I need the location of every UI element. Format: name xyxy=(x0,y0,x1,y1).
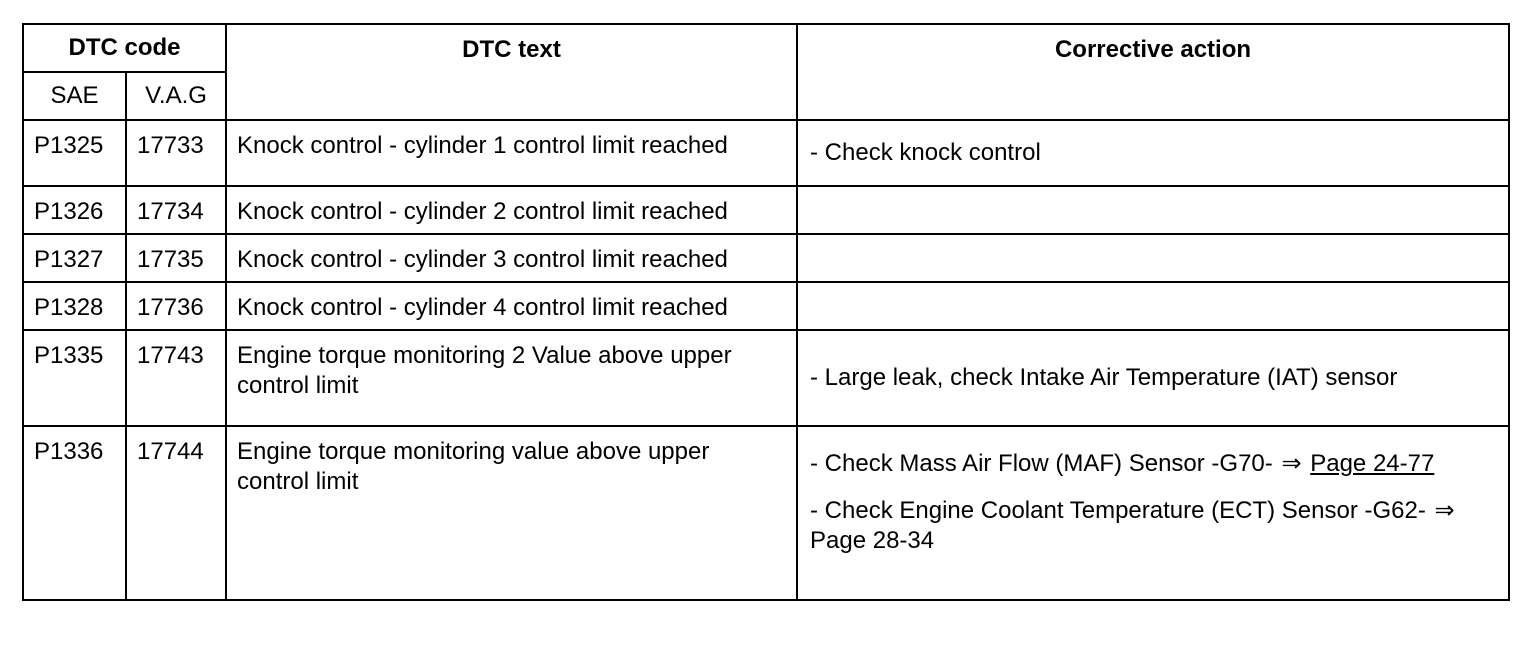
sae-code: P1325 xyxy=(23,120,126,186)
maf-page-link[interactable]: Page 24-77 xyxy=(1310,450,1435,477)
table-row xyxy=(23,426,1509,600)
ect-page-ref: Page 28-34 xyxy=(810,527,935,554)
sae-code: P1327 xyxy=(23,234,126,282)
dtc-text: Knock control - cylinder 3 control limit reached xyxy=(226,234,797,282)
table-row xyxy=(23,234,1509,282)
table-row xyxy=(23,186,1509,234)
arrow-right-icon: ⇒ xyxy=(1281,450,1302,477)
vag-code: 17743 xyxy=(126,330,226,426)
header-dtc-text: DTC text xyxy=(226,24,797,120)
sae-code: P1336 xyxy=(23,426,126,600)
corrective-action xyxy=(797,426,1509,600)
action-leak: - Large leak, check Intake Air Temperature (IAT) sensor xyxy=(810,364,1398,391)
corrective-action-empty xyxy=(797,234,1509,282)
vag-code: 17734 xyxy=(126,186,226,234)
dtc-text: Knock control - cylinder 4 control limit reached xyxy=(226,282,797,330)
sae-code: P1326 xyxy=(23,186,126,234)
sae-code: P1335 xyxy=(23,330,126,426)
vag-code: 17733 xyxy=(126,120,226,186)
corrective-action-empty xyxy=(797,282,1509,330)
sae-code: P1328 xyxy=(23,282,126,330)
corrective-action xyxy=(797,330,1509,426)
subheader-vag: V.A.G xyxy=(126,72,226,120)
action-ect-text: - Check Engine Coolant Temperature (ECT) Sensor -G62- xyxy=(810,497,1426,524)
vag-code: 17736 xyxy=(126,282,226,330)
action-ect xyxy=(810,496,1494,556)
table-row xyxy=(23,330,1509,426)
corrective-action-empty xyxy=(797,186,1509,234)
vag-code: 17744 xyxy=(126,426,226,600)
subheader-sae: SAE xyxy=(23,72,126,120)
dtc-text: Knock control - cylinder 2 control limit reached xyxy=(226,186,797,234)
dtc-text: Engine torque monitoring 2 Value above upper control limit xyxy=(226,330,797,426)
corrective-action xyxy=(797,120,1509,186)
table-row xyxy=(23,282,1509,330)
table-row xyxy=(23,120,1509,186)
header-dtc-code: DTC code xyxy=(23,24,226,72)
action-knock: - Check knock control xyxy=(810,139,1041,166)
dtc-text: Knock control - cylinder 1 control limit reached xyxy=(226,120,797,186)
header-row xyxy=(23,24,1509,72)
action-maf xyxy=(810,449,1494,479)
action-maf-text: - Check Mass Air Flow (MAF) Sensor -G70- xyxy=(810,450,1273,477)
dtc-table xyxy=(22,23,1510,601)
arrow-right-icon: ⇒ xyxy=(1434,497,1455,524)
dtc-text: Engine torque monitoring value above upper control limit xyxy=(226,426,797,600)
header-corrective-action: Corrective action xyxy=(797,24,1509,120)
vag-code: 17735 xyxy=(126,234,226,282)
